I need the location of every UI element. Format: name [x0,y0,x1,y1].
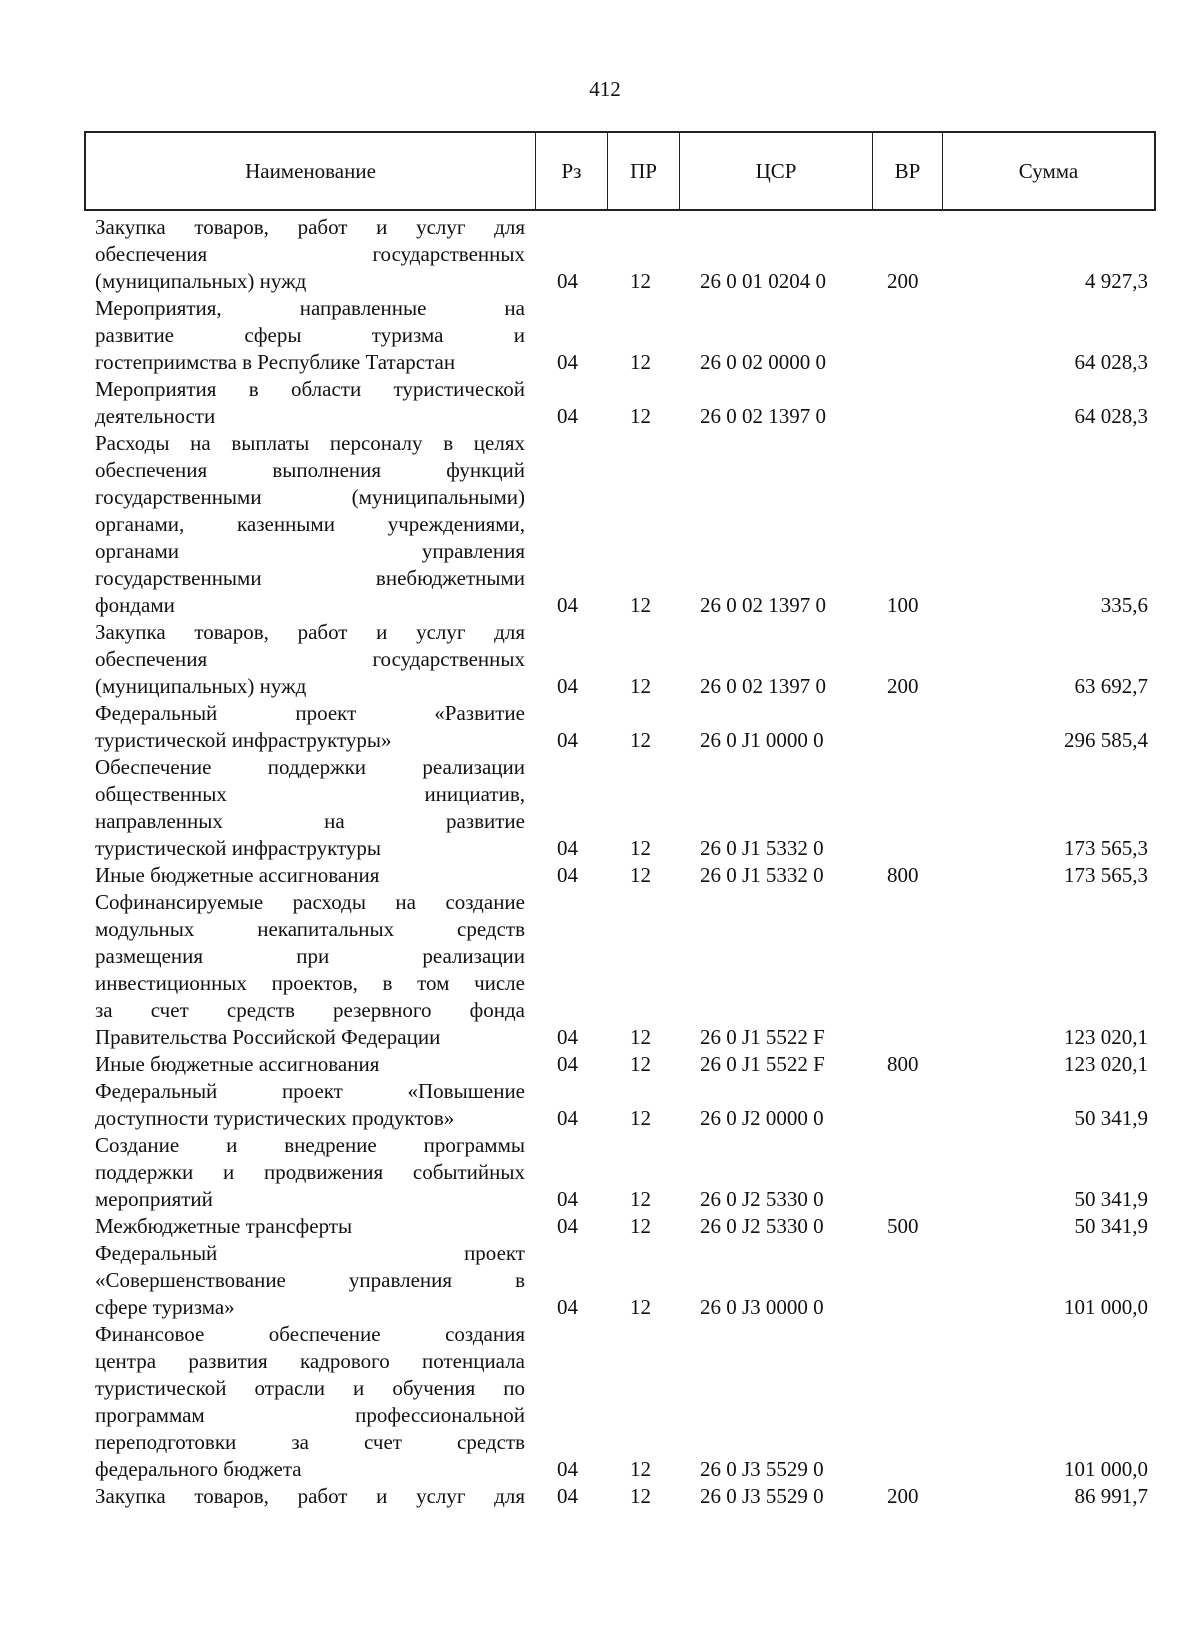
row-pr: 12 [630,350,651,374]
header-vr: ВР [873,133,943,209]
row-csr: 26 0 01 0204 0 [700,269,826,293]
row-vr: 800 [887,863,919,887]
row-name [95,1078,525,1132]
table-header [84,131,1156,211]
table-row [0,1078,1200,1132]
row-name [95,889,525,1051]
header-name: Наименование [86,133,536,209]
row-sum: 4 927,3 [1085,269,1148,293]
row-csr: 26 0 J3 5529 0 [700,1484,824,1508]
row-name-line: Закупка товаров, работ и услуг для [95,620,525,644]
row-name [95,1213,525,1240]
row-pr: 12 [630,404,651,428]
row-name-line: органами управления [95,539,525,563]
row-sum: 50 341,9 [1074,1187,1148,1211]
row-name-line: гостеприимства в Республике Татарстан [95,350,456,374]
table-row [0,214,1200,295]
row-name-line: обеспечения государственных [95,647,525,671]
row-sum: 101 000,0 [1064,1457,1148,1481]
row-sum: 64 028,3 [1074,404,1148,428]
table-row [0,619,1200,700]
row-pr: 12 [630,1457,651,1481]
row-name-line: поддержки и продвижения событийных [95,1160,525,1184]
header-csr: ЦСР [680,133,873,209]
row-rz: 04 [557,1106,578,1130]
row-name-line: Иные бюджетные ассигнования [95,1052,380,1076]
row-name-line: «Совершенствование управления в [95,1268,525,1292]
table-row [0,1132,1200,1213]
row-name-line: Мероприятия, направленные на [95,296,525,320]
row-pr: 12 [630,836,651,860]
row-name-line: сфере туризма» [95,1295,235,1319]
row-name-line: Федеральный проект «Повышение [95,1079,525,1103]
row-csr: 26 0 J3 0000 0 [700,1295,824,1319]
row-name-line: Расходы на выплаты персоналу в целях [95,431,525,455]
row-rz: 04 [557,404,578,428]
row-name-line: программам профессиональной [95,1403,525,1427]
row-rz: 04 [557,836,578,860]
row-rz: 04 [557,1025,578,1049]
row-csr: 26 0 J3 5529 0 [700,1457,824,1481]
row-name-line: мероприятий [95,1187,213,1211]
row-name-line: федерального бюджета [95,1457,302,1481]
row-rz: 04 [557,1214,578,1238]
row-sum: 296 585,4 [1064,728,1148,752]
row-pr: 12 [630,1187,651,1211]
row-pr: 12 [630,728,651,752]
row-name-line: Мероприятия в области туристической [95,377,525,401]
row-name-line: центра развития кадрового потенциала [95,1349,525,1373]
row-rz: 04 [557,863,578,887]
row-name-line: общественных инициатив, [95,782,525,806]
row-rz: 04 [557,728,578,752]
row-name-line: развитие сферы туризма и [95,323,525,347]
row-vr: 200 [887,269,919,293]
table-body [0,214,1200,1510]
header-pr: ПР [608,133,680,209]
row-pr: 12 [630,1214,651,1238]
row-rz: 04 [557,674,578,698]
table-row [0,1240,1200,1321]
row-name-line: инвестиционных проектов, в том числе [95,971,525,995]
table-row [0,700,1200,754]
row-vr: 100 [887,593,919,617]
row-name-line: (муниципальных) нужд [95,674,307,698]
row-csr: 26 0 02 1397 0 [700,404,826,428]
table-row [0,754,1200,862]
row-vr: 200 [887,674,919,698]
row-name [95,214,525,295]
row-sum: 50 341,9 [1074,1106,1148,1130]
row-name-line: обеспечения выполнения функций [95,458,525,482]
row-sum: 101 000,0 [1064,1295,1148,1319]
row-csr: 26 0 J2 0000 0 [700,1106,824,1130]
row-rz: 04 [557,1187,578,1211]
row-name [95,700,525,754]
row-sum: 173 565,3 [1064,836,1148,860]
row-name-line: Закупка товаров, работ и услуг для [95,1484,525,1508]
row-rz: 04 [557,350,578,374]
row-sum: 63 692,7 [1074,674,1148,698]
header-sum: Сумма [1018,158,1079,183]
row-csr: 26 0 J2 5330 0 [700,1187,824,1211]
table-row [0,376,1200,430]
row-name-line: Финансовое обеспечение создания [95,1322,525,1346]
row-name [95,1132,525,1213]
row-vr: 800 [887,1052,919,1076]
row-name [95,376,525,430]
row-name-line: государственными внебюджетными [95,566,525,590]
row-name-line: Закупка товаров, работ и услуг для [95,215,525,239]
row-name [95,1051,525,1078]
table-row [0,1051,1200,1078]
row-csr: 26 0 J1 0000 0 [700,728,824,752]
table-row [0,1321,1200,1483]
row-rz: 04 [557,1295,578,1319]
row-pr: 12 [630,593,651,617]
table-row [0,862,1200,889]
row-vr: 200 [887,1484,919,1508]
row-pr: 12 [630,674,651,698]
row-pr: 12 [630,1025,651,1049]
page-number: 412 [589,77,621,101]
row-name [95,754,525,862]
table-row [0,430,1200,619]
row-name-line: направленных на развитие [95,809,525,833]
row-csr: 26 0 J1 5332 0 [700,836,824,860]
row-name-line: туристической отрасли и обучения по [95,1376,525,1400]
row-name [95,1240,525,1321]
row-sum: 123 020,1 [1064,1025,1148,1049]
row-sum: 50 341,9 [1074,1214,1148,1238]
row-sum: 173 565,3 [1064,863,1148,887]
row-rz: 04 [557,1484,578,1508]
row-name-line: Правительства Российской Федерации [95,1025,441,1049]
row-name-line: Обеспечение поддержки реализации [95,755,525,779]
row-name-line: Иные бюджетные ассигнования [95,863,380,887]
row-pr: 12 [630,863,651,887]
row-name [95,1321,525,1483]
row-pr: 12 [630,1052,651,1076]
row-name-line: органами, казенными учреждениями, [95,512,525,536]
row-name-line: фондами [95,593,175,617]
row-sum: 64 028,3 [1074,350,1148,374]
row-name-line: переподготовки за счет средств [95,1430,525,1454]
row-sum: 335,6 [1100,593,1148,617]
row-rz: 04 [557,269,578,293]
row-name [95,430,525,619]
row-name-line: за счет средств резервного фонда [95,998,525,1022]
table-row [0,295,1200,376]
row-name-line: государственными (муниципальными) [95,485,525,509]
row-name-line: модульных некапитальных средств [95,917,525,941]
row-rz: 04 [557,1457,578,1481]
row-csr: 26 0 J2 5330 0 [700,1214,824,1238]
row-name-line: туристической инфраструктуры» [95,728,392,752]
row-csr: 26 0 J1 5522 F [700,1025,825,1049]
row-pr: 12 [630,1295,651,1319]
row-csr: 26 0 02 1397 0 [700,674,826,698]
row-name-line: Федеральный проект «Развитие [95,701,525,725]
row-name-line: Федеральный проект [95,1241,525,1265]
row-csr: 26 0 02 1397 0 [700,593,826,617]
row-csr: 26 0 02 0000 0 [700,350,826,374]
table-row [0,1213,1200,1240]
row-csr: 26 0 J1 5522 F [700,1052,825,1076]
row-name [95,295,525,376]
row-pr: 12 [630,1484,651,1508]
row-pr: 12 [630,1106,651,1130]
row-name-line: размещения при реализации [95,944,525,968]
row-name-line: доступности туристических продуктов» [95,1106,455,1130]
row-name-line: (муниципальных) нужд [95,269,307,293]
row-name-line: Межбюджетные трансферты [95,1214,353,1238]
row-rz: 04 [557,593,578,617]
table-row [0,1483,1200,1510]
row-name-line: Создание и внедрение программы [95,1133,525,1157]
row-name-line: туристической инфраструктуры [95,836,382,860]
row-name [95,1483,525,1510]
row-sum: 86 991,7 [1074,1484,1148,1508]
row-name-line: Софинансируемые расходы на создание [95,890,525,914]
header-rz: Рз [536,133,608,209]
row-sum: 123 020,1 [1064,1052,1148,1076]
row-rz: 04 [557,1052,578,1076]
row-pr: 12 [630,269,651,293]
row-vr: 500 [887,1214,919,1238]
row-csr: 26 0 J1 5332 0 [700,863,824,887]
table-row [0,889,1200,1051]
row-name [95,862,525,889]
row-name [95,619,525,700]
row-name-line: деятельности [95,404,216,428]
row-name-line: обеспечения государственных [95,242,525,266]
